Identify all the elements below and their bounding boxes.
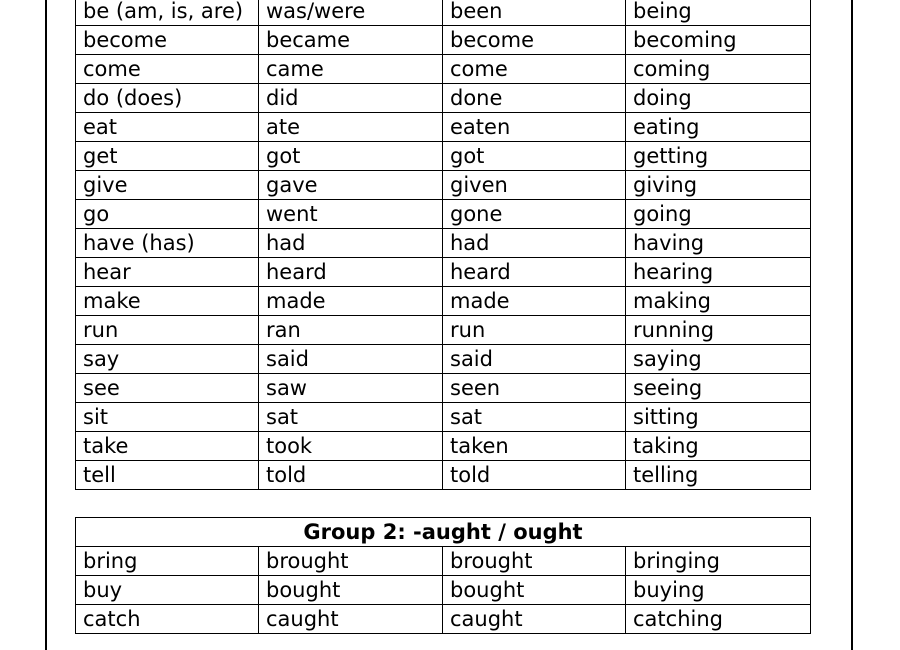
past-participle-cell: heard [443,258,626,287]
past-simple-cell: got [259,142,443,171]
base-form-cell: sit [76,403,259,432]
past-participle-cell: done [443,84,626,113]
past-simple-cell: came [259,55,443,84]
verb-table-body [76,518,811,634]
past-participle-cell: become [443,26,626,55]
verb-row [76,605,811,634]
past-participle-cell: made [443,287,626,316]
base-form-cell: bring [76,547,259,576]
verb-row [76,403,811,432]
base-form-cell: become [76,26,259,55]
verb-table-body [76,0,811,490]
verb-row [76,229,811,258]
present-participle-cell: seeing [626,374,811,403]
past-participle-cell: told [443,461,626,490]
verb-row [76,316,811,345]
verb-row [76,461,811,490]
past-simple-cell: went [259,200,443,229]
present-participle-cell: going [626,200,811,229]
past-simple-cell: caught [259,605,443,634]
past-simple-cell: ate [259,113,443,142]
base-form-cell: catch [76,605,259,634]
past-participle-cell: had [443,229,626,258]
present-participle-cell: saying [626,345,811,374]
verb-row [76,345,811,374]
past-simple-cell: said [259,345,443,374]
verb-row [76,258,811,287]
base-form-cell: buy [76,576,259,605]
past-participle-cell: seen [443,374,626,403]
verb-row [76,84,811,113]
verb-row [76,0,811,26]
present-participle-cell: making [626,287,811,316]
verb-row [76,200,811,229]
past-simple-cell: had [259,229,443,258]
present-participle-cell: coming [626,55,811,84]
past-simple-cell: saw [259,374,443,403]
base-form-cell: take [76,432,259,461]
present-participle-cell: bringing [626,547,811,576]
base-form-cell: go [76,200,259,229]
present-participle-cell: catching [626,605,811,634]
base-form-cell: give [76,171,259,200]
verb-row [76,374,811,403]
present-participle-cell: eating [626,113,811,142]
past-participle-cell: been [443,0,626,26]
past-simple-cell: gave [259,171,443,200]
past-simple-cell: did [259,84,443,113]
verb-row [76,547,811,576]
present-participle-cell: buying [626,576,811,605]
past-simple-cell: was/were [259,0,443,26]
past-simple-cell: ran [259,316,443,345]
verb-table-group-1 [75,0,811,490]
verb-row [76,171,811,200]
base-form-cell: get [76,142,259,171]
verb-row [76,55,811,84]
base-form-cell: run [76,316,259,345]
present-participle-cell: telling [626,461,811,490]
past-simple-cell: sat [259,403,443,432]
present-participle-cell: running [626,316,811,345]
base-form-cell: have (has) [76,229,259,258]
present-participle-cell: having [626,229,811,258]
base-form-cell: hear [76,258,259,287]
base-form-cell: tell [76,461,259,490]
past-simple-cell: took [259,432,443,461]
verb-row [76,432,811,461]
past-participle-cell: given [443,171,626,200]
base-form-cell: make [76,287,259,316]
verb-row [76,113,811,142]
base-form-cell: say [76,345,259,374]
verb-row [76,142,811,171]
present-participle-cell: giving [626,171,811,200]
past-participle-cell: brought [443,547,626,576]
past-simple-cell: made [259,287,443,316]
verb-row [76,287,811,316]
past-simple-cell: became [259,26,443,55]
past-simple-cell: told [259,461,443,490]
verb-row [76,576,811,605]
present-participle-cell: being [626,0,811,26]
past-participle-cell: said [443,345,626,374]
group-heading: Group 2: -aught / ought [76,518,811,547]
base-form-cell: eat [76,113,259,142]
past-participle-cell: come [443,55,626,84]
present-participle-cell: becoming [626,26,811,55]
base-form-cell: be (am, is, are) [76,0,259,26]
present-participle-cell: getting [626,142,811,171]
present-participle-cell: taking [626,432,811,461]
base-form-cell: do (does) [76,84,259,113]
group-heading-row [76,518,811,547]
verb-row [76,26,811,55]
past-participle-cell: bought [443,576,626,605]
past-participle-cell: sat [443,403,626,432]
base-form-cell: come [76,55,259,84]
present-participle-cell: hearing [626,258,811,287]
past-simple-cell: bought [259,576,443,605]
past-participle-cell: run [443,316,626,345]
past-participle-cell: taken [443,432,626,461]
present-participle-cell: doing [626,84,811,113]
verb-table-group-2 [75,517,811,634]
present-participle-cell: sitting [626,403,811,432]
past-participle-cell: eaten [443,113,626,142]
past-simple-cell: heard [259,258,443,287]
base-form-cell: see [76,374,259,403]
past-participle-cell: got [443,142,626,171]
past-participle-cell: caught [443,605,626,634]
past-simple-cell: brought [259,547,443,576]
past-participle-cell: gone [443,200,626,229]
